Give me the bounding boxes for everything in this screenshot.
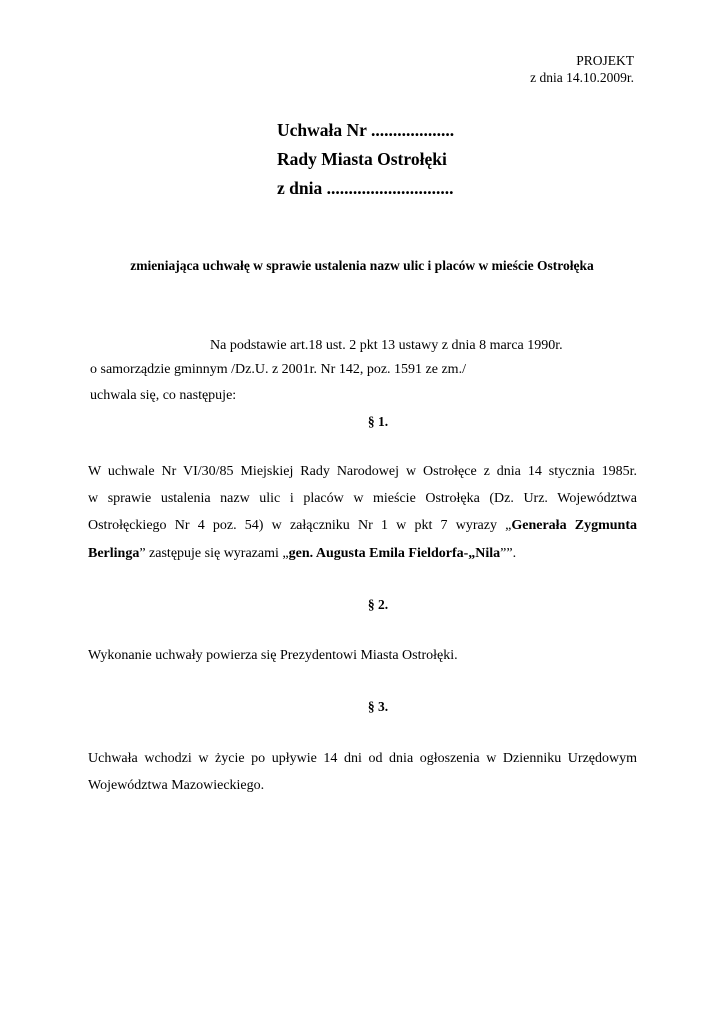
resolution-title [277,116,454,203]
section-1-mark: § 1. [367,414,389,429]
resolution-subject: zmieniająca uchwałę w sprawie ustalenia nazw ulic i placów w mieście Ostrołęka [130,258,594,273]
draft-label-text: PROJEKT [576,53,634,68]
section-1-line4 [88,545,516,563]
council-name: Rady Miasta Ostrołęki [277,149,447,169]
resolution-number: Uchwała Nr ................... [277,120,455,140]
legal-basis-line2: o samorządzie gminnym /Dz.U. z 2001r. Nr 142, poz. 1591 ze zm./ [90,362,466,377]
new-street-name: gen. Augusta Emila Fieldorfa-„Nila [288,546,501,561]
resolution-date: z dnia ............................. [277,178,454,198]
legal-basis-line1: Na podstawie art.18 ust. 2 pkt 13 ustawy z dnia 8 marca 1990r. [210,338,563,353]
draft-label [530,52,634,86]
section-1-line3 [88,517,637,535]
section-1-line2: w sprawie ustalenia nazw ulic i placów w mieście Ostrołęka (Dz. Urz. Województwa [88,491,637,506]
section-3-line1: Uchwała wchodzi w życie po upływie 14 dni od dnia ogłoszenia w Dzienniku Urzędowym [88,751,637,766]
section-3-mark: § 3. [367,699,389,714]
section-1-line4-end: ””. [500,546,517,561]
section-3-line2: Województwa Mazowieckiego. [88,778,265,793]
section-1-line1: W uchwale Nr VI/30/85 Miejskiej Rady Narodowej w Ostrołęce z dnia 14 stycznia 1985r. [88,464,637,479]
old-street-name-part2: Berlinga [88,546,140,561]
section-2-text: Wykonanie uchwały powierza się Prezydentowi Miasta Ostrołęki. [88,648,458,663]
section-1-line4-mid: ” zastępuje się wyrazami „ [139,546,289,561]
old-street-name-part1: Generała Zygmunta [511,518,637,533]
draft-date: z dnia 14.10.2009r. [530,70,634,85]
legal-basis-line3: uchwala się, co następuje: [90,388,237,403]
section-1-line3-prefix: Ostrołęckiego Nr 4 poz. 54) w załączniku Nr 1 w pkt 7 wyrazy „ [88,518,512,533]
section-2-mark: § 2. [367,597,389,612]
